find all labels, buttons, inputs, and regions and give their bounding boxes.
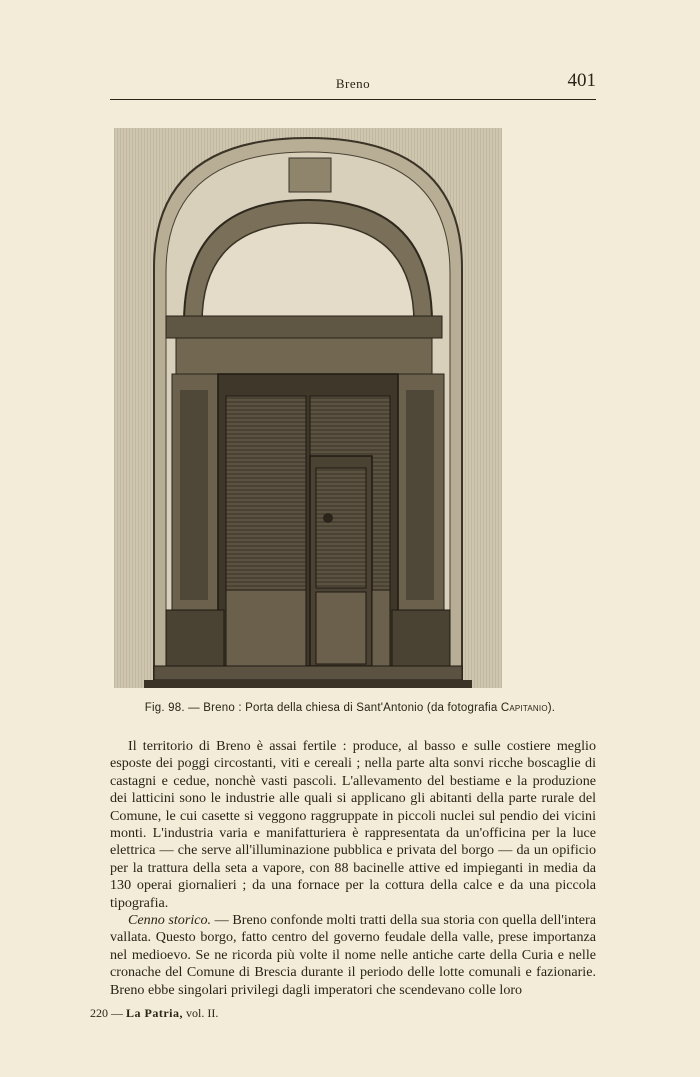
page-number: 401 xyxy=(567,70,596,91)
paragraph-history-text: — Breno confonde molti tratti della sua storia con quella dell'intera vallata. Questo borgo, fatto centro del governo feudale della valle, prese importanza nel medioevo. Se ne ricorda più volte il nome nelle antiche carte della Curia e nelle cronache del Comune di Brescia durante il periodo delle lotte comunali e fazionarie. Breno ebbe singolari privilegi dagli imperatori che scendevano colle loro xyxy=(110,912,596,998)
figure-caption xyxy=(60,702,640,714)
caption-end: ). xyxy=(547,702,556,714)
paragraph-history xyxy=(110,912,596,999)
caption-credit: Capitanio xyxy=(500,702,548,714)
section-lead: Cenno storico. xyxy=(128,912,212,929)
portal-engraving-illustration xyxy=(114,128,502,688)
body-text xyxy=(110,738,596,999)
header-rule xyxy=(110,99,596,100)
footer-signature xyxy=(90,1006,218,1021)
running-title: Breno xyxy=(335,76,371,91)
volume-label: vol. II. xyxy=(186,1006,219,1020)
running-head xyxy=(110,70,596,98)
signature-number: 220 — xyxy=(90,1006,123,1020)
door-engraving-figure xyxy=(114,128,502,688)
caption-text: Fig. 98. — Breno : Porta della chiesa di Sant'Antonio (da fotografia xyxy=(144,702,501,714)
magazine-title: La Patria, xyxy=(126,1006,183,1020)
paragraph-territory: Il territorio di Breno è assai fertile : produce, al basso e sulle costiere meglio esposte dei poggi circostanti, viti e cereali ; nella parte alta sonvi ricche boscaglie di castagni e cedue, nonchè vasti pascoli. L'allevamento del bestiame e la produzione dei latticini sono le industrie alle quali si applicano gli abitanti della parte rurale del Comune, le cui casette si veggono raggruppate in piccoli nuclei sul pendio dei vicini monti. L'industria varia e manifatturiera è rappresentata da un'officina per la luce elettrica — che serve all'illuminazione pubblica e privata del borgo — da un opificio per la trattura della seta a vapore, con 88 bacinelle attive ed impieganti in media da 130 operai giornalieri ; da una fornace per la cottura della calce e da una piccola tipografia. xyxy=(110,738,596,911)
